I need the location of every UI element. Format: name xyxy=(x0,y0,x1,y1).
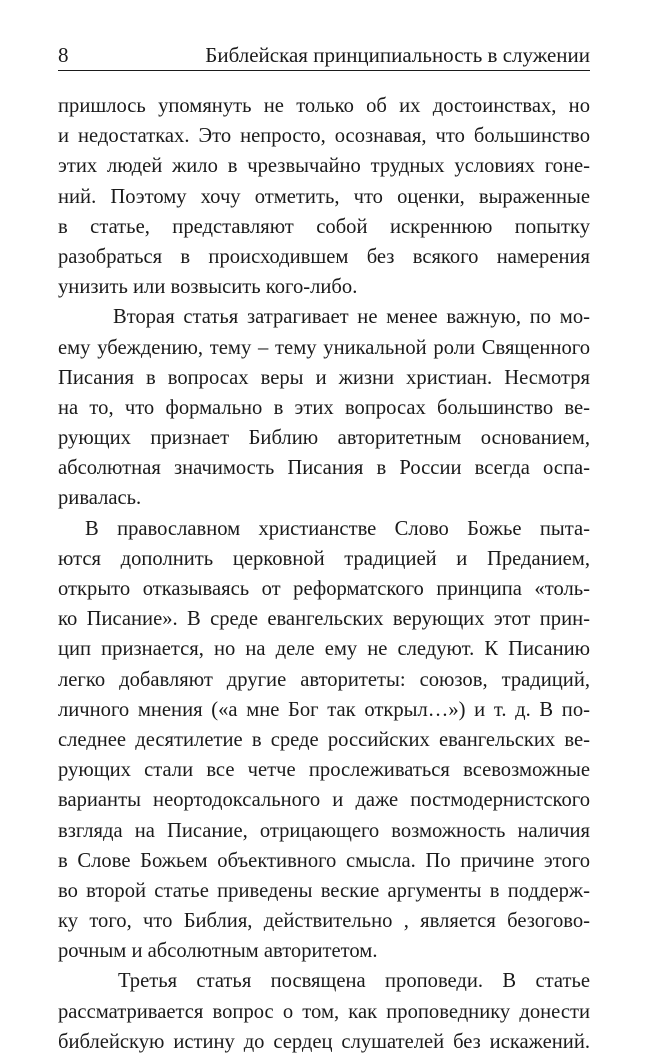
text-line: Вторая статья затрагивает не менее важную, по мо- xyxy=(113,306,590,329)
text-line: цип признается, но на деле ему не следуют. К Писанию xyxy=(58,638,590,661)
text-line: ются дополнить церковной традицией и Преданием, xyxy=(58,547,590,570)
text-line: и недостатках. Это непросто, осознавая, что большинство xyxy=(58,125,590,148)
text-line: Писания в вопросах веры и жизни христиан. Несмотря xyxy=(58,366,590,389)
text-line: рующих признает Библию авторитетным основанием, xyxy=(58,427,590,450)
text-line: рующих стали все четче прослеживаться всевозможные xyxy=(58,759,590,782)
text-line: ку того, что Библия, действительно , является безогово- xyxy=(58,910,590,933)
running-title: Библейская принципиальность в служении xyxy=(205,43,590,67)
text-line: этих людей жило в чрезвычайно трудных условиях гоне- xyxy=(58,155,590,178)
text-line: в Слове Божьем объективного смысла. По причине этого xyxy=(58,849,590,872)
text-line: ний. Поэтому хочу отметить, что оценки, выраженные xyxy=(58,185,590,208)
text-line: взгляда на Писание, отрицающего возможность наличия xyxy=(58,819,590,842)
text-line: унизить или возвысить кого-либо. xyxy=(58,276,358,299)
text-line: библейскую истину до сердец слушателей без искажений. xyxy=(58,1030,590,1053)
text-line: ривалась. xyxy=(58,487,142,510)
text-line: на то, что формально в этих вопросах большинство ве- xyxy=(58,396,590,419)
text-line: Третья статья посвящена проповеди. В статье xyxy=(118,970,590,993)
text-line: во второй статье приведены веские аргументы в поддерж- xyxy=(58,879,590,902)
text-line: варианты неортодоксального и даже постмодернистского xyxy=(58,789,590,812)
text-line: абсолютная значимость Писания в России всегда оспа- xyxy=(58,457,590,480)
text-line: ко Писание». В среде евангельских верующих этот прин- xyxy=(58,608,590,631)
text-line: ему убеждению, тему – тему уникальной роли Священного xyxy=(58,336,590,359)
text-line: личного мнения («а мне Бог так открыл…») и т. д. В по- xyxy=(58,698,590,721)
text-line: В православном христианстве Слово Божье пыта- xyxy=(85,517,590,540)
text-line: следнее десятилетие в среде российских евангельских ве- xyxy=(58,728,590,751)
body-text xyxy=(58,91,590,1057)
text-line: рассматривается вопрос о том, как проповеднику донести xyxy=(58,1000,590,1023)
text-line: пришлось упомянуть не только об их достоинствах, но xyxy=(58,95,590,117)
page-number: 8 xyxy=(58,43,69,67)
running-header xyxy=(58,40,590,71)
text-line: открыто отказываясь от реформатского принципа «толь- xyxy=(58,578,590,600)
text-line: рочным и абсолютным авторитетом. xyxy=(58,940,378,963)
text-line: легко добавляют другие авторитеты: союзов, традиций, xyxy=(58,668,590,691)
text-line: в статье, представляют собой искреннюю попытку xyxy=(58,215,590,238)
text-line: разобраться в происходившем без всякого намерения xyxy=(58,245,590,268)
